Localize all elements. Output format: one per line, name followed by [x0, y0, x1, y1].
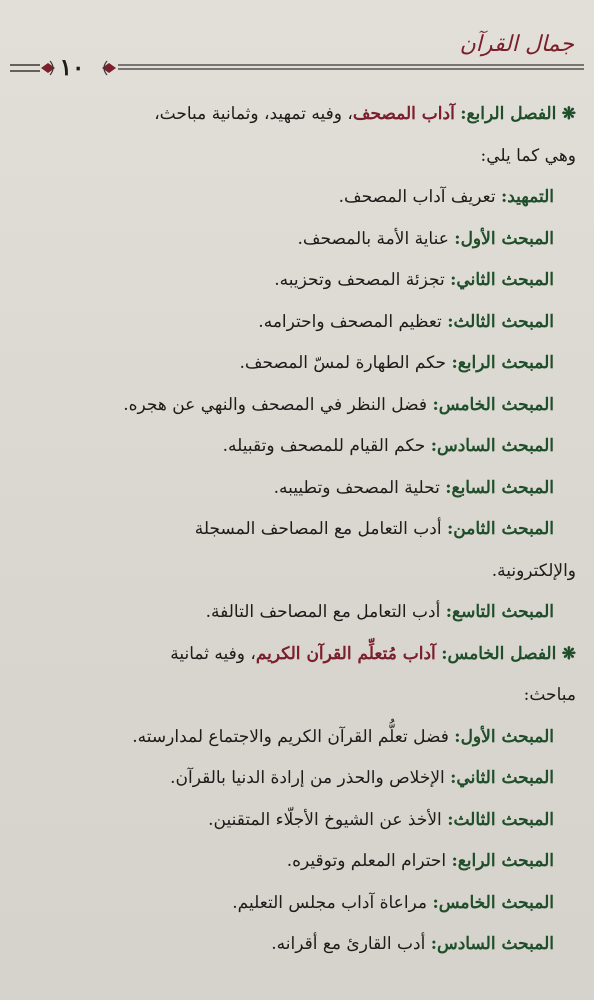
- entry-label: المبحث الخامس:: [432, 892, 554, 913]
- entry-text: الأخذ عن الشيوخ الأجلّاء المتقنين.: [208, 809, 442, 830]
- entry-text: حكم الطهارة لمسّ المصحف.: [239, 353, 447, 373]
- chapter-description: ، وفيه ثمانية: [170, 643, 256, 664]
- entry-text: الإخلاص والحذر من إرادة الدنيا بالقرآن.: [170, 768, 445, 788]
- toc-entry: [26, 385, 576, 427]
- entry-text: تحلية المصحف وتطييبه.: [273, 477, 440, 498]
- toc-entry: [26, 800, 576, 842]
- page-header: [10, 30, 584, 90]
- entry-label: المبحث السابع:: [445, 477, 554, 498]
- toc-entry: [26, 343, 576, 385]
- entry-label: المبحث الثالث:: [447, 311, 554, 332]
- toc-entry: [26, 841, 576, 883]
- entry-text: حكم القيام للمصحف وتقبيله.: [222, 436, 426, 456]
- asterism-icon: ❋: [561, 104, 576, 124]
- running-title: جمال القرآن: [459, 32, 574, 57]
- asterism-icon: ❋: [561, 643, 576, 664]
- chapter-heading: [26, 634, 576, 676]
- toc-entry: [26, 509, 576, 551]
- entry-label: المبحث الأول:: [454, 228, 554, 249]
- chapter-description: ، وفيه تمهيد، وثمانية مباحث،: [154, 104, 353, 124]
- entry-text: أدب التعامل مع المصاحف المسجلة: [194, 519, 442, 539]
- entry-text: أدب القارئ مع أقرانه.: [271, 934, 426, 954]
- page-number: ١٠: [59, 54, 85, 81]
- entry-label: المبحث الثالث:: [447, 809, 554, 830]
- toc-entry: [26, 426, 576, 468]
- entry-text: تجزئة المصحف وتحزيبه.: [274, 270, 445, 290]
- chapter-label: الفصل الرابع:: [460, 104, 557, 124]
- toc-entry: [26, 758, 576, 800]
- toc-entry: [26, 219, 576, 261]
- entry-text: تعريف آداب المصحف.: [338, 187, 496, 207]
- entry-label: المبحث السادس:: [430, 934, 554, 954]
- entry-label: المبحث الثاني:: [450, 768, 554, 788]
- entry-text: عناية الأمة بالمصحف.: [297, 228, 449, 249]
- entry-text: أدب التعامل مع المصاحف التالفة.: [205, 602, 441, 622]
- chapter-title: آداب مُتعلِّم القرآن الكريم: [255, 643, 436, 664]
- toc-entry: [26, 883, 576, 925]
- entry-label: المبحث الثامن:: [447, 519, 554, 539]
- chapter-title: آداب المصحف: [352, 104, 455, 124]
- table-of-contents: [26, 94, 576, 966]
- entry-label: المبحث الخامس:: [432, 394, 554, 415]
- toc-entry: [26, 924, 576, 966]
- toc-entry: [26, 717, 576, 759]
- entry-label: المبحث الرابع:: [451, 851, 554, 871]
- entry-text-cont: والإلكترونية.: [491, 560, 576, 581]
- entry-label: المبحث السادس:: [430, 436, 554, 456]
- chapter-label: الفصل الخامس:: [441, 643, 557, 664]
- toc-entry: [26, 302, 576, 344]
- entry-label: المبحث الرابع:: [451, 353, 554, 373]
- entry-text: احترام المعلم وتوقيره.: [286, 851, 447, 871]
- entry-label: المبحث التاسع:: [445, 602, 554, 622]
- entry-text: تعظيم المصحف واحترامه.: [258, 311, 442, 332]
- chapter-description-cont: وهي كما يلي:: [480, 145, 576, 166]
- toc-entry: [26, 468, 576, 510]
- entry-text: فضل النظر في المصحف والنهي عن هجره.: [123, 394, 428, 415]
- chapter-description-cont: مباحث:: [523, 685, 576, 705]
- toc-entry: [26, 592, 576, 634]
- entry-text: مراعاة آداب مجلس التعليم.: [232, 892, 428, 913]
- toc-entry: [26, 177, 576, 219]
- entry-label: المبحث الثاني:: [450, 270, 554, 290]
- entry-label: التمهيد:: [500, 187, 554, 207]
- entry-label: المبحث الأول:: [454, 726, 554, 747]
- entry-text: فضل تعلُّم القرآن الكريم والاجتماع لمدارسته.: [132, 726, 449, 747]
- toc-entry: [26, 260, 576, 302]
- chapter-heading: [26, 94, 576, 136]
